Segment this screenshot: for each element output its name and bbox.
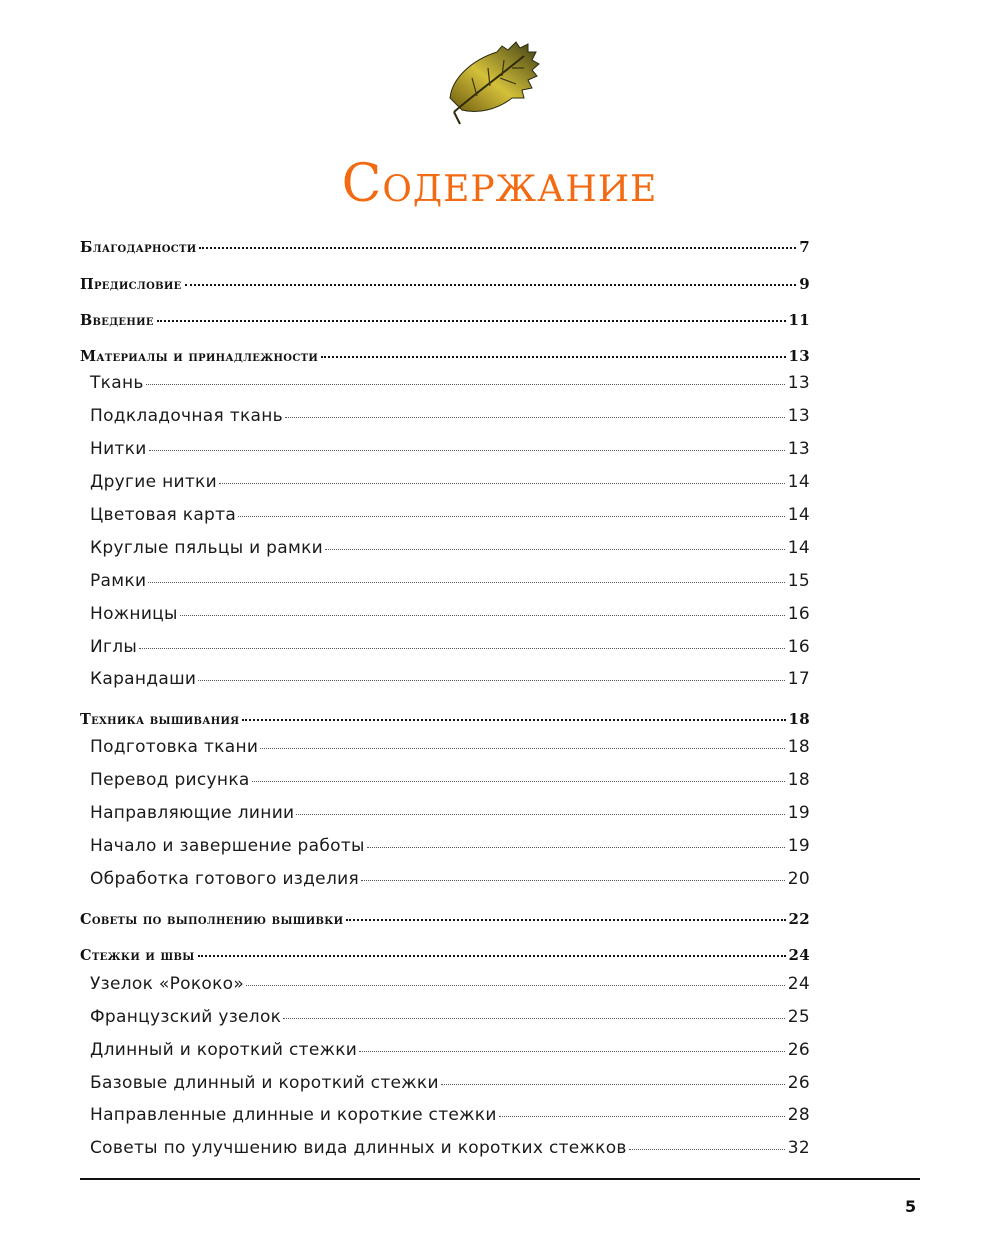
dot-leader: [199, 246, 796, 249]
toc-entry-page: 13: [787, 406, 810, 426]
dot-leader: [252, 780, 785, 782]
toc-section-entry: [80, 538, 810, 558]
toc-entry-page: 25: [787, 1007, 810, 1027]
toc-chapter-entry: [80, 311, 810, 329]
toc-chapter-entry: [80, 910, 810, 928]
dot-leader: [238, 515, 785, 517]
toc-entry-page: 14: [787, 538, 810, 558]
dot-leader: [285, 416, 785, 418]
toc-entry-title: Узелок «Рококо»: [90, 974, 245, 994]
toc-entry-page: 32: [787, 1138, 810, 1158]
toc-section-entry: [80, 836, 810, 856]
toc-chapter-entry: [80, 710, 810, 728]
toc-entry-page: 24: [788, 946, 810, 964]
toc-entry-page: 26: [787, 1040, 810, 1060]
toc-entry-page: 16: [787, 637, 810, 657]
dot-leader: [361, 879, 785, 881]
toc-entry-title: Стежки и швы: [80, 947, 195, 964]
dot-leader: [325, 548, 785, 550]
dot-leader: [499, 1115, 785, 1117]
toc-section-entry: [80, 1040, 810, 1060]
toc-section-entry: [80, 669, 810, 689]
toc-entry-page: 19: [787, 803, 810, 823]
toc-entry-page: 13: [788, 347, 810, 365]
dot-leader: [359, 1050, 785, 1052]
toc-entry-title: Техника вышивания: [80, 711, 240, 728]
toc-entry-title: Нитки: [90, 439, 147, 459]
dot-leader: [148, 581, 784, 583]
toc-entry-title: Предисловие: [80, 276, 182, 293]
dot-leader: [629, 1148, 785, 1150]
toc-entry-page: 9: [799, 275, 810, 293]
dot-leader: [180, 614, 785, 616]
toc-entry-title: Перевод рисунка: [90, 770, 250, 790]
toc-entry-page: 20: [787, 869, 810, 889]
toc-entry-title: Карандаши: [90, 669, 197, 689]
toc-entry-title: Введение: [80, 312, 154, 329]
toc-chapter-entry: [80, 238, 810, 256]
toc-entry-page: 13: [787, 373, 810, 393]
toc-entry-page: 17: [787, 669, 810, 689]
toc-entry-title: Круглые пяльцы и рамки: [90, 538, 324, 558]
toc-section-entry: [80, 737, 810, 757]
toc-entry-title: Советы по улучшению вида длинных и коротких стежков: [90, 1138, 627, 1158]
toc-entry-page: 14: [787, 505, 810, 525]
toc-section-entry: [80, 505, 810, 525]
toc-section-entry: [80, 373, 810, 393]
dot-leader: [139, 647, 785, 649]
toc-section-entry: [80, 604, 810, 624]
toc-section-entry: [80, 472, 810, 492]
toc-section-entry: [80, 1073, 810, 1093]
toc-entry-page: 14: [787, 472, 810, 492]
toc-entry-page: 19: [787, 836, 810, 856]
toc-entry-title: Обработка готового изделия: [90, 869, 359, 889]
toc-entry-page: 16: [787, 604, 810, 624]
dot-leader: [346, 918, 785, 921]
toc-entry-title: Французский узелок: [90, 1007, 282, 1027]
toc-entry-page: 18: [787, 770, 810, 790]
toc-entry-title: Ножницы: [90, 604, 178, 624]
toc-section-entry: [80, 1007, 810, 1027]
toc-entry-page: 18: [787, 737, 810, 757]
dot-leader: [296, 813, 784, 815]
toc-chapter-entry: [80, 347, 810, 365]
dot-leader: [242, 718, 785, 721]
dot-leader: [198, 679, 784, 681]
toc-entry-page: 24: [787, 974, 810, 994]
toc-chapter-entry: [80, 275, 810, 293]
toc-section-entry: [80, 770, 810, 790]
dot-leader: [246, 984, 785, 986]
toc-entry-title: Иглы: [90, 637, 138, 657]
dot-leader: [321, 355, 785, 358]
dot-leader: [367, 846, 785, 848]
page-title: Содержание: [341, 154, 658, 214]
page-number: 5: [905, 1197, 917, 1216]
toc-entry-title: Ткань: [90, 373, 144, 393]
dot-leader: [260, 747, 785, 749]
toc-entry-page: 11: [788, 311, 810, 329]
footer-rule: [80, 1178, 920, 1180]
toc-entry-title: Рамки: [90, 571, 147, 591]
dot-leader: [185, 283, 797, 286]
dot-leader: [219, 482, 785, 484]
toc-section-entry: [80, 439, 810, 459]
dot-leader: [149, 449, 785, 451]
toc-chapter-entry: [80, 946, 810, 964]
toc-section-entry: [80, 1105, 810, 1125]
toc-entry-page: 7: [799, 238, 810, 256]
toc-entry-title: Начало и завершение работы: [90, 836, 365, 856]
toc-entry-title: Цветовая карта: [90, 505, 237, 525]
table-of-contents: [80, 0, 810, 1253]
toc-entry-title: Подкладочная ткань: [90, 406, 283, 426]
toc-section-entry: [80, 637, 810, 657]
toc-entry-title: Направленные длинные и короткие стежки: [90, 1105, 497, 1125]
dot-leader: [283, 1017, 785, 1019]
toc-entry-page: 13: [787, 439, 810, 459]
toc-entry-title: Базовые длинный и короткий стежки: [90, 1073, 439, 1093]
toc-entry-page: 18: [788, 710, 810, 728]
toc-entry-title: Другие нитки: [90, 472, 217, 492]
toc-section-entry: [80, 869, 810, 889]
toc-section-entry: [80, 571, 810, 591]
toc-entry-title: Длинный и короткий стежки: [90, 1040, 358, 1060]
toc-section-entry: [80, 1138, 810, 1158]
toc-section-entry: [80, 974, 810, 994]
toc-section-entry: [80, 803, 810, 823]
toc-entry-title: Материалы и принадлежности: [80, 348, 319, 365]
toc-entry-title: Благодарности: [80, 239, 197, 256]
dot-leader: [146, 383, 785, 385]
dot-leader: [157, 319, 786, 322]
dot-leader: [441, 1083, 785, 1085]
toc-entry-page: 28: [787, 1105, 810, 1125]
toc-entry-title: Подготовка ткани: [90, 737, 259, 757]
toc-entry-page: 26: [787, 1073, 810, 1093]
toc-entry-page: 22: [788, 910, 810, 928]
toc-entry-title: Направляющие линии: [90, 803, 295, 823]
toc-entry-title: Советы по выполнению вышивки: [80, 911, 344, 928]
dot-leader: [198, 954, 786, 957]
toc-entry-page: 15: [787, 571, 810, 591]
toc-section-entry: [80, 406, 810, 426]
